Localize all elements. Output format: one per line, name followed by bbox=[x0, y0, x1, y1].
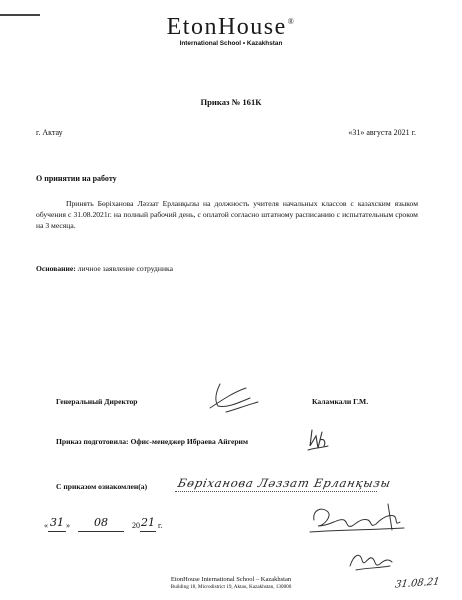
date-year-prefix: 20 bbox=[132, 521, 140, 530]
basis-text: личное заявление сотрудника bbox=[77, 264, 173, 273]
acquainted-label: С приказом ознакомлен(а) bbox=[56, 482, 148, 491]
order-city: г. Актау bbox=[36, 128, 63, 137]
date-close-quote: » bbox=[66, 521, 70, 530]
brand-subtitle: International School • Kazakhstan bbox=[179, 40, 283, 47]
corner-signature bbox=[346, 548, 396, 574]
date-year-end: г. bbox=[158, 521, 163, 530]
date-open-quote: « bbox=[44, 521, 48, 530]
date-month: 08 bbox=[94, 516, 108, 529]
prepared-by-name: Офис-менеджер Ибраева Айгерим bbox=[130, 437, 249, 446]
order-basis bbox=[36, 264, 173, 273]
employee-signature bbox=[308, 500, 408, 536]
date-month-field bbox=[78, 518, 124, 532]
prepared-by bbox=[56, 437, 248, 446]
basis-label: Основание: bbox=[36, 264, 76, 273]
date-day: 31 bbox=[50, 516, 64, 529]
footer-address: Building 18, Microdistrict 19, Aktau, Kazakhstan, 130000 bbox=[170, 584, 292, 590]
date-day-field bbox=[48, 518, 66, 532]
page-footer bbox=[0, 576, 462, 590]
acquainted-dotted-line bbox=[175, 491, 377, 492]
order-title: Приказ № 161К bbox=[200, 97, 262, 107]
order-body: Принять Бөріханова Ләззат Ерланқызы на должность учителя начальных классов с казахским языком обучения с 31.08.2021г. на полный рабочий день, с оплатой согласно штатному расписанию с испытательным сроком на 3 месяца. bbox=[36, 199, 418, 231]
order-subject: О принятии на работу bbox=[36, 174, 117, 183]
brand-name: EtonHouse® bbox=[166, 14, 296, 40]
date-year: 21 bbox=[141, 516, 155, 529]
director-label: Генеральный Директор bbox=[56, 397, 138, 406]
director-signature bbox=[206, 382, 262, 416]
order-date: «31» августа 2021 г. bbox=[348, 128, 416, 137]
registered-mark: ® bbox=[287, 17, 296, 26]
footer-school-name: EtonHouse International School – Kazakhstan bbox=[170, 576, 292, 583]
director-name: Каламкали Г.М. bbox=[312, 397, 369, 406]
acquainted-date bbox=[44, 518, 162, 532]
corner-handwritten-date: 31.08.21 bbox=[394, 576, 441, 591]
preparer-signature bbox=[306, 426, 330, 452]
acquainted-handwritten-name: Бөріханова Ләззат Ерланқызы bbox=[176, 476, 393, 490]
school-logo bbox=[0, 14, 462, 47]
date-year-field bbox=[140, 518, 156, 532]
prepared-label: Приказ подготовила: bbox=[56, 437, 129, 446]
